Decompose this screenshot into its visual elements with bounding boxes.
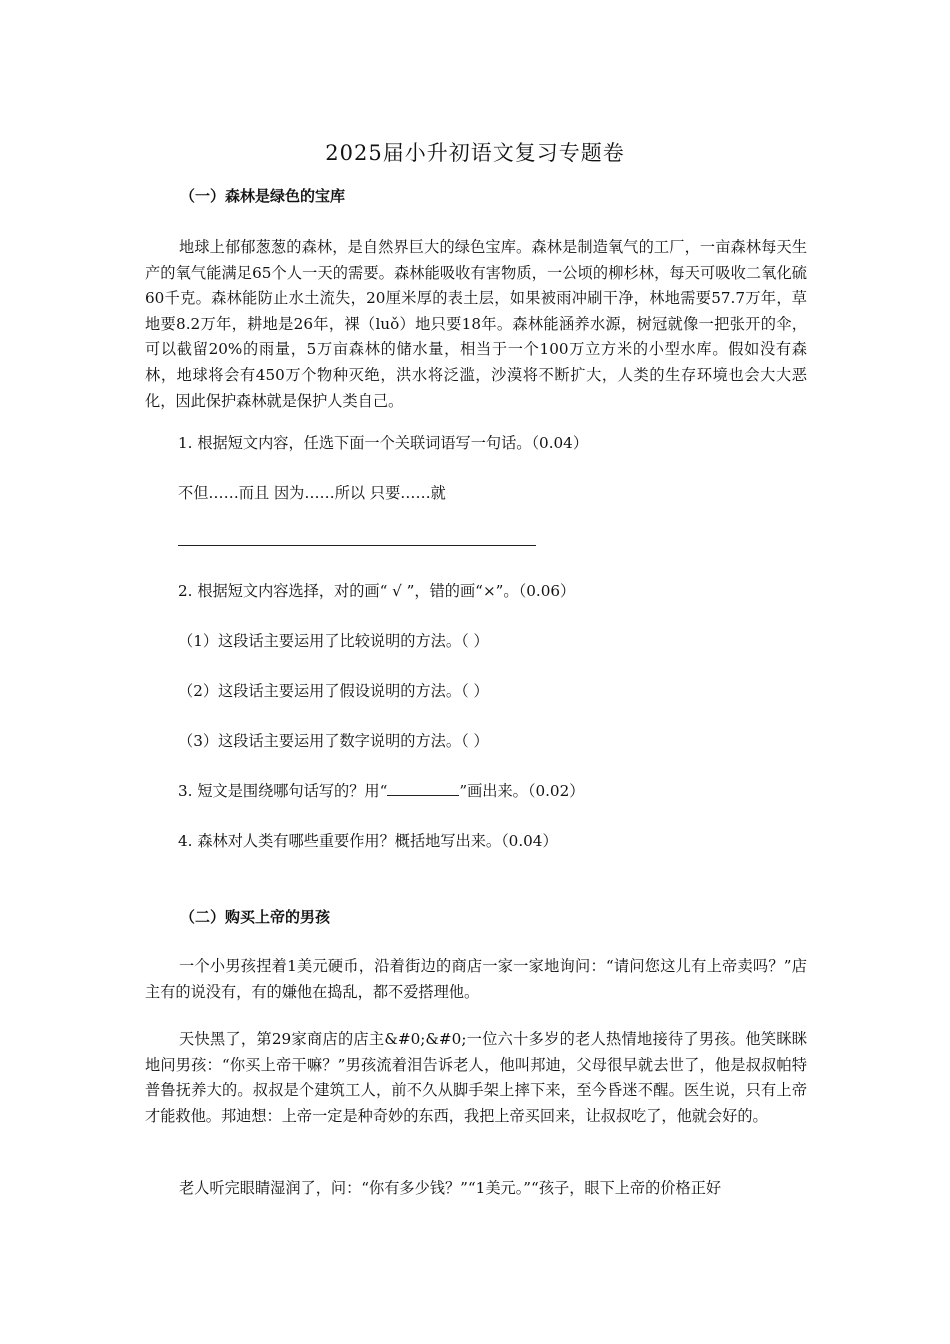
question-1-options: 不但……而且 因为……所以 只要……就 — [178, 484, 446, 502]
answer-line — [178, 545, 536, 546]
passage-forest: 地球上郁郁葱葱的森林，是自然界巨大的绿色宝库。森林是制造氧气的工厂，一亩森林每天生产的氧气能满足65个人一天的需要。森林能吸收有害物质，一公顷的柳杉林，每天可吸收二氧化硫60千克。森林能防止水土流失，20厘米厚的表土层，如果被雨冲刷干净，林地需要57.7万年，草地要8.2万年，耕地是26年，裸（luǒ）地只要18年。森林能涵养水源，树冠就像一把张开的伞，可以截留20%的雨量，5万亩森林的储水量，相当于一个100万立方米的小型水库。假如没有森林，地球将会有450万个物种灭绝，洪水将泛滥，沙漠将不断扩大，人类的生存环境也会大大恶化，因此保护森林就是保护人类自己。 — [145, 238, 807, 410]
story-paragraph-2: 天快黑了，第29家商店的店主&#0;&#0;一位六十多岁的老人热情地接待了男孩。他笑眯眯地问男孩：“你买上帝干嘛？”男孩流着泪告诉老人，他叫邦迪，父母很早就去世了，他是叔叔帕特普鲁抚养大的。叔叔是个建筑工人，前不久从脚手架上摔下来，至今昏迷不醒。医生说，只有上帝才能救他。邦迪想：上帝一定是种奇妙的东西，我把上帝买回来，让叔叔吃了，他就会好的。 — [145, 1030, 807, 1125]
question-4: 4. 森林对人类有哪些重要作用？概括地写出来。（0.04） — [178, 832, 558, 850]
story-paragraph-1: 一个小男孩捏着1美元硬币，沿着街边的商店一家一家地询问：“请问您这儿有上帝卖吗？”店主有的说没有，有的嫌他在捣乱，都不爱搭理他。 — [145, 957, 807, 1001]
underline-blank — [387, 781, 459, 796]
section-heading-boy: （二）购买上帝的男孩 — [180, 908, 331, 926]
question-3-text-start: 3. 短文是围绕哪句话写的？用“ — [178, 782, 388, 800]
section-heading-forest: （一）森林是绿色的宝库 — [180, 187, 346, 205]
page-title: 2025届小升初语文复习专题卷 — [325, 141, 625, 165]
question-3-text-end: ”画出来。（0.02） — [459, 782, 585, 800]
question-1: 1. 根据短文内容，任选下面一个关联词语写一句话。（0.04） — [178, 434, 589, 452]
question-3 — [178, 780, 584, 801]
question-2-item-3: （3）这段话主要运用了数字说明的方法。（ ） — [178, 732, 489, 750]
story-paragraph-3: 老人听完眼睛湿润了，问：“你有多少钱？”“1美元。”“孩子，眼下上帝的价格正好 — [179, 1179, 722, 1197]
question-2: 2. 根据短文内容选择，对的画“ √ ”，错的画“×”。（0.06） — [178, 582, 576, 600]
question-2-item-1: （1）这段话主要运用了比较说明的方法。（ ） — [178, 632, 489, 650]
question-2-item-2: （2）这段话主要运用了假设说明的方法。（ ） — [178, 682, 489, 700]
